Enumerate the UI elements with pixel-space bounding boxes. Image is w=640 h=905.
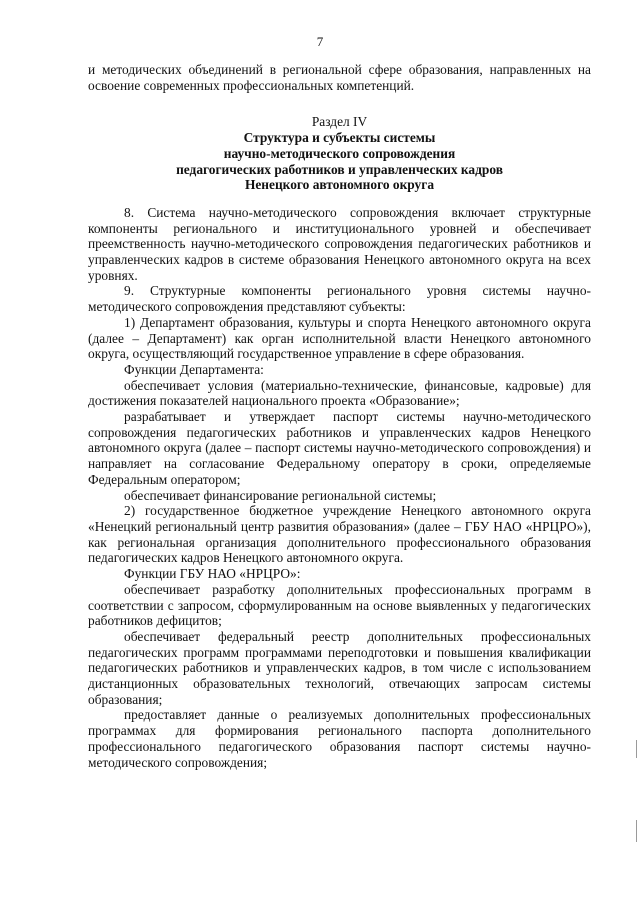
section-title-line: педагогических работников и управленческих кадров xyxy=(176,161,503,177)
department-function-item: разрабатывает и утверждает паспорт системы научно-методического сопровождения педагогических работников и управленческих кадров Ненецкого автономного округа (далее – паспорт системы научно-методического сопровождения) и направляет на согласование Федеральному оператору в сроки, определяемые Федеральным оператором; xyxy=(88,409,591,487)
department-functions-heading: Функции Департамента: xyxy=(124,361,264,377)
section-title-line: научно-методического сопровождения xyxy=(223,145,456,161)
paragraph-8: 8. Система научно-методического сопровождения включает структурные компоненты регионального и институционального уровней и обеспечивает преемственность научно-методического сопровождения педагогических работников и управленческих кадров в системе образования Ненецкого автономного округа на всех уровнях. xyxy=(88,204,591,283)
nrcro-function-item: предоставляет данные о реализуемых дополнительных профессиональных программах для формирования регионального паспорта дополнительного профессионального педагогического образования паспорт системы научно-методического сопровождения; xyxy=(88,707,591,770)
intro-continuation: и методических объединений в региональной сфере образования, направленных на освоение современных профессиональных компетенций. xyxy=(88,62,591,93)
nrcro-functions-heading: Функции ГБУ НАО «НРЦРО»: xyxy=(124,566,301,582)
section-title-line: Ненецкого автономного округа xyxy=(244,177,435,193)
section-heading xyxy=(88,114,591,193)
subject-nrcro: 2) государственное бюджетное учреждение Ненецкого автономного округа «Ненецкий региональный центр развития образования» (далее – ГБУ НАО «НРЦРО»), как региональная организация дополнительного профессионального образования педагогических кадров Ненецкого автономного округа. xyxy=(88,503,591,566)
nrcro-function-item: обеспечивает разработку дополнительных профессиональных программ в соответствии с запросом, сформулированным на основе выявленных у педагогических работников дефицитов; xyxy=(88,581,591,629)
nrcro-function-item: обеспечивает федеральный реестр дополнительных профессиональных педагогических программ программами переподготовки и повышения квалификации педагогических работников и управленческих кадров, в том числе с использованием дистанционных образовательных технологий, отвечающих запросам системы образования; xyxy=(88,628,591,707)
section-title-line: Структура и субъекты системы xyxy=(243,130,436,146)
page-content xyxy=(88,62,591,770)
scan-edge-mark xyxy=(636,740,637,758)
department-function-item: обеспечивает финансирование региональной системы; xyxy=(124,487,437,503)
page-number: 7 xyxy=(316,34,324,49)
subject-department: 1) Департамент образования, культуры и спорта Ненецкого автономного округа (далее – Департамент) как орган исполнительной власти Ненецкого автономного округа, осуществляющий государственное управление в сфере образования. xyxy=(88,314,591,362)
section-label: Раздел IV xyxy=(311,114,368,130)
paragraph-9: 9. Структурные компоненты регионального уровня системы научно-методического сопровождения представляют субъекты: xyxy=(88,283,591,315)
scan-edge-mark xyxy=(636,820,637,842)
department-function-item: обеспечивает условия (материально-технические, финансовые, кадровые) для достижения показателей национального проекта «Образование»; xyxy=(88,377,591,409)
